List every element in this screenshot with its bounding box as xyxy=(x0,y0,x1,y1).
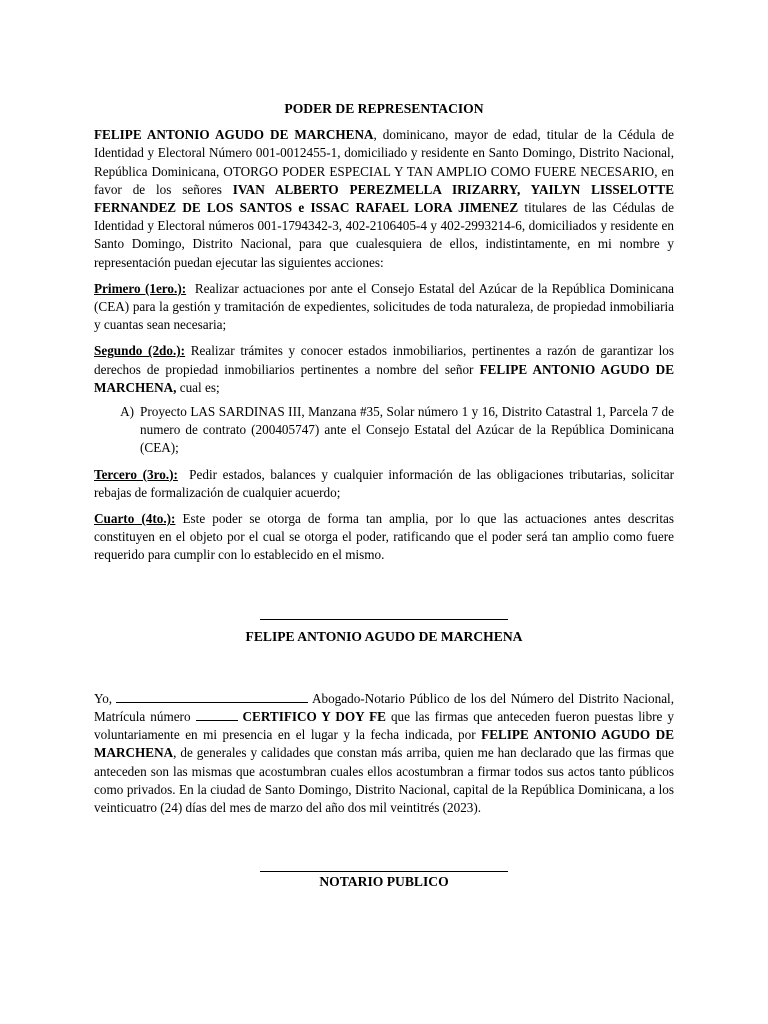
notary-paragraph xyxy=(94,690,674,817)
clause-primero-label: Primero (1ero.): xyxy=(94,280,187,296)
clause-cuarto-label: Cuarto (4to.): xyxy=(94,511,176,527)
clause-segundo-label: Segundo (2do.): xyxy=(94,343,186,359)
notary-text-2: Abogado-Notario Público de los del Número del Distrito Nacional, Matrícula número xyxy=(94,690,675,725)
clause-tercero-label: Tercero (3ro.): xyxy=(94,466,178,482)
notary-name-blank xyxy=(116,690,308,703)
clause-segundo xyxy=(94,342,674,397)
clause-cuarto-text: Este poder se otorga de forma tan amplia, por lo que las actuaciones antes descritas constituyen en el objeto por el cual se otorga el poder, ratificando que el poder será tan amplio como fuere requerido para cumplir con lo establecido en el mismo. xyxy=(94,511,674,563)
matricula-blank xyxy=(196,708,238,721)
clause-tercero xyxy=(94,466,678,502)
document-page xyxy=(94,100,678,892)
list-marker: A) xyxy=(120,404,134,420)
signature-line-notary xyxy=(260,871,508,872)
clause-segundo-text-2: cual es; xyxy=(176,379,220,395)
notary-text-1: Yo, xyxy=(94,690,117,706)
list-item-text: Proyecto LAS SARDINAS III, Manzana #35, Solar número 1 y 16, Distrito Catastral 1, Parcela 7 de numero de contrato (200405747) ante el Consejo Estatal del Azúcar de la República Dominicana (CEA); xyxy=(140,404,674,456)
intro-text-2: titulares de las Cédulas de Identidad y Electoral números 001-1794342-3, 402-2106405-4 y 402-2993214-6, domiciliados y residente en Santo Domingo, Distrito Nacional, para que cualesquiera de ellos, indistintamente, en mi nombre y representación puedan ejecutar las siguientes acciones: xyxy=(94,200,675,270)
signature-name-grantor: FELIPE ANTONIO AGUDO DE MARCHENA xyxy=(245,628,523,644)
signature-name-notary: NOTARIO PUBLICO xyxy=(319,874,449,890)
certifico-text: CERTIFICO Y DOY FE xyxy=(237,709,386,725)
clause-primero-text: Realizar actuaciones por ante el Consejo Estatal del Azúcar de la República Dominicana (CEA) para la gestión y tramitación de expedientes, solicitudes de toda naturaleza, de propiedad inmobiliaria y cuantas sean necesaria; xyxy=(94,280,678,333)
signature-line-grantor xyxy=(260,619,508,620)
clause-cuarto xyxy=(94,510,674,565)
list-item-a xyxy=(94,403,674,458)
intro-paragraph xyxy=(94,126,674,272)
notary-grantor-name: FELIPE ANTONIO AGUDO DE MARCHENA xyxy=(94,727,675,761)
grantees-names: IVAN ALBERTO PEREZMELLA IRIZARRY, YAILYN LISSELOTTE FERNANDEZ DE LOS SANTOS e ISSAC RAFAEL LORA JIMENEZ xyxy=(94,181,674,216)
intro-text-1: , dominicano, mayor de edad, titular de la Cédula de Identidad y Electoral Número 001-0012455-1, domiciliado y residente en Santo Domingo, Distrito Nacional, República Dominicana, OTORGO PODER ESPECIAL Y TAN AMPLIO COMO FUERE NECESARIO, en favor de los señores xyxy=(94,127,674,197)
grantor-name: FELIPE ANTONIO AGUDO DE MARCHENA xyxy=(94,127,374,143)
notary-text-3: que las firmas que anteceden fueron puestas libre y voluntariamente en mi presencia en el lugar y la fecha indicada, por xyxy=(94,709,674,743)
clause-tercero-text: Pedir estados, balances y cualquier información de las obligaciones tributarias, solicitar rebajas de formalización de cualquier acuerdo; xyxy=(94,466,678,500)
clause-segundo-name: FELIPE ANTONIO AGUDO DE MARCHENA, xyxy=(94,361,675,395)
clause-segundo-text: Realizar trámites y conocer estados inmobiliarios, pertinentes a razón de garantizar los derechos de propiedad inmobiliarios pertinentes a nombre del señor xyxy=(94,343,674,377)
document-title: PODER DE REPRESENTACION xyxy=(284,101,484,116)
clause-primero xyxy=(94,280,678,335)
notary-text-4: , de generales y calidades que constan más arriba, quien me han declarado que las firmas que anteceden son las mismas que acostumbran cuales ellos acostumbran a firmar todos sus actos tanto públicos como privados. En la ciudad de Santo Domingo, Distrito Nacional, capital de la República Dominicana, a los veinticuatro (24) días del mes de marzo del año dos mil veintitrés (2023). xyxy=(94,745,674,816)
